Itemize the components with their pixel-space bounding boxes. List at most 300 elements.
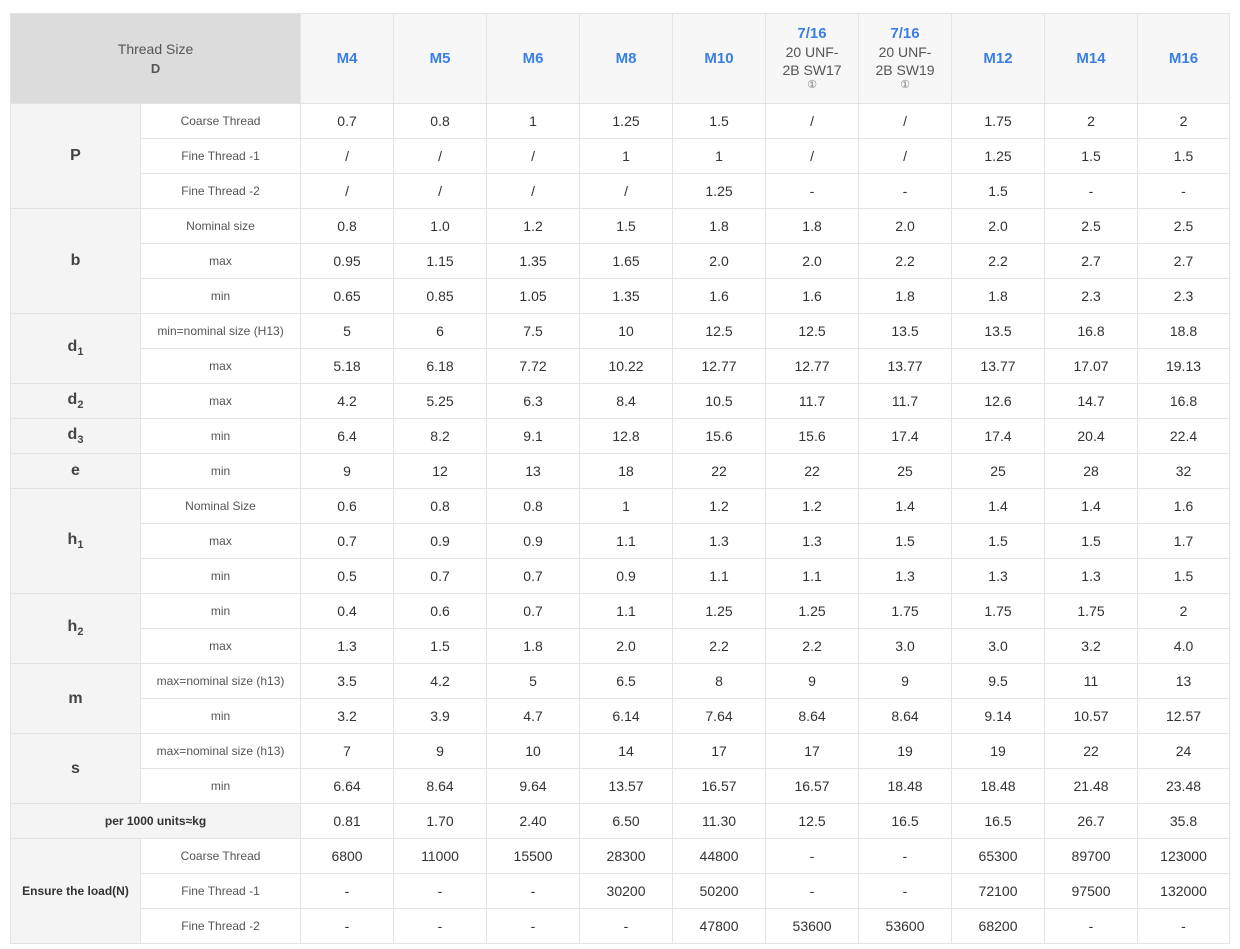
table-row [11, 594, 1230, 629]
value-cell: 1.1 [580, 594, 673, 629]
value-cell: 17.4 [859, 419, 952, 454]
table-row [11, 349, 1230, 384]
value-cell: 6.5 [580, 664, 673, 699]
value-cell: 13.5 [859, 314, 952, 349]
value-cell: 0.8 [394, 489, 487, 524]
value-cell: / [859, 139, 952, 174]
value-cell: - [394, 874, 487, 909]
table-row [11, 314, 1230, 349]
value-cell: 1.1 [766, 559, 859, 594]
table-row [11, 769, 1230, 804]
value-cell: 25 [952, 454, 1045, 489]
value-cell: 1.5 [580, 209, 673, 244]
value-cell: / [766, 104, 859, 139]
value-cell: 4.0 [1138, 629, 1230, 664]
parameter-label [11, 454, 141, 489]
value-cell: 1.6 [766, 279, 859, 314]
value-cell: 18.48 [952, 769, 1045, 804]
value-cell: 9 [766, 664, 859, 699]
value-cell: 30200 [580, 874, 673, 909]
value-cell: 18.8 [1138, 314, 1230, 349]
value-cell: 1.5 [394, 629, 487, 664]
value-cell: 2.3 [1045, 279, 1138, 314]
value-cell: 1.4 [952, 489, 1045, 524]
value-cell: 1.35 [580, 279, 673, 314]
value-cell: 18 [580, 454, 673, 489]
value-cell: 8.64 [766, 699, 859, 734]
value-cell: 2.2 [673, 629, 766, 664]
value-cell: - [766, 874, 859, 909]
value-cell: 1.5 [673, 104, 766, 139]
value-cell: 9.1 [487, 419, 580, 454]
value-cell: 16.57 [673, 769, 766, 804]
table-row [11, 244, 1230, 279]
value-cell: 3.0 [859, 629, 952, 664]
row-label: min [141, 559, 301, 594]
value-cell: 0.9 [580, 559, 673, 594]
value-cell: 1.2 [766, 489, 859, 524]
column-header-line1: M5 [429, 49, 451, 67]
value-cell: 17.07 [1045, 349, 1138, 384]
value-cell: 1.3 [859, 559, 952, 594]
value-cell: 44800 [673, 839, 766, 874]
value-cell: 1 [487, 104, 580, 139]
table-row [11, 419, 1230, 454]
row-label: Fine Thread -2 [141, 909, 301, 944]
value-cell: 1.5 [952, 524, 1045, 559]
table-row [11, 629, 1230, 664]
value-cell: 0.8 [301, 209, 394, 244]
value-cell: 1.70 [394, 804, 487, 839]
value-cell: 1.5 [952, 174, 1045, 209]
value-cell: 16.5 [952, 804, 1045, 839]
value-cell: 10.57 [1045, 699, 1138, 734]
value-cell: 7.72 [487, 349, 580, 384]
value-cell: 1.35 [487, 244, 580, 279]
value-cell: 21.48 [1045, 769, 1138, 804]
value-cell: 0.7 [487, 559, 580, 594]
value-cell: 2.0 [580, 629, 673, 664]
value-cell: 32 [1138, 454, 1230, 489]
value-cell: 1.0 [394, 209, 487, 244]
value-cell: / [301, 174, 394, 209]
value-cell: 20.4 [1045, 419, 1138, 454]
value-cell: 50200 [673, 874, 766, 909]
value-cell: 1.8 [673, 209, 766, 244]
value-cell: 7.64 [673, 699, 766, 734]
value-cell: 1.05 [487, 279, 580, 314]
thread-size-symbol: D [150, 60, 161, 76]
value-cell: / [394, 174, 487, 209]
value-cell: 3.5 [301, 664, 394, 699]
value-cell: 0.9 [487, 524, 580, 559]
row-label: min [141, 454, 301, 489]
parameter-label [11, 664, 141, 734]
value-cell: 1.2 [487, 209, 580, 244]
value-cell: / [487, 139, 580, 174]
column-header-line1: M8 [615, 49, 637, 67]
value-cell: 6.4 [301, 419, 394, 454]
value-cell: 0.8 [394, 104, 487, 139]
load-label: Ensure the load(N) [11, 839, 141, 944]
value-cell: 1.3 [301, 629, 394, 664]
value-cell: 19 [952, 734, 1045, 769]
column-header-line1: M16 [1168, 49, 1199, 67]
column-header-line1: M4 [336, 49, 358, 67]
value-cell: 2 [1045, 104, 1138, 139]
value-cell: 6.64 [301, 769, 394, 804]
column-header-line1: 7/16 [797, 25, 827, 42]
value-cell: 13.77 [859, 349, 952, 384]
value-cell: 18.48 [859, 769, 952, 804]
value-cell: 1.6 [673, 279, 766, 314]
value-cell: 1.75 [859, 594, 952, 629]
row-label: Fine Thread -1 [141, 139, 301, 174]
value-cell: / [580, 174, 673, 209]
value-cell: 9 [859, 664, 952, 699]
value-cell: 2.7 [1045, 244, 1138, 279]
column-header [487, 14, 580, 104]
table-row [11, 524, 1230, 559]
value-cell: 12.77 [766, 349, 859, 384]
value-cell: 8.2 [394, 419, 487, 454]
parameter-subscript: 1 [77, 346, 84, 359]
column-header-line2: 20 UNF- [878, 44, 932, 60]
value-cell: 2.5 [1045, 209, 1138, 244]
value-cell: 8.64 [394, 769, 487, 804]
value-cell: 13 [1138, 664, 1230, 699]
column-header-note: ① [900, 79, 910, 91]
value-cell: 0.81 [301, 804, 394, 839]
table-row [11, 489, 1230, 524]
value-cell: 1.25 [580, 104, 673, 139]
row-label: Fine Thread -2 [141, 174, 301, 209]
value-cell: 17.4 [952, 419, 1045, 454]
value-cell: - [766, 174, 859, 209]
value-cell: 11 [1045, 664, 1138, 699]
weight-row [11, 804, 1230, 839]
value-cell: 11000 [394, 839, 487, 874]
value-cell: 0.6 [394, 594, 487, 629]
value-cell: 1.75 [952, 104, 1045, 139]
value-cell: 12.57 [1138, 699, 1230, 734]
value-cell: 0.8 [487, 489, 580, 524]
parameter-label [11, 314, 141, 384]
value-cell: 1.1 [673, 559, 766, 594]
value-cell: 17 [673, 734, 766, 769]
value-cell: 5.25 [394, 384, 487, 419]
value-cell: 0.65 [301, 279, 394, 314]
value-cell: 15500 [487, 839, 580, 874]
row-label: max [141, 384, 301, 419]
table-row [11, 734, 1230, 769]
column-header [301, 14, 394, 104]
value-cell: 35.8 [1138, 804, 1230, 839]
value-cell: 8.64 [859, 699, 952, 734]
thread-size-header [11, 14, 301, 104]
value-cell: 2.0 [766, 244, 859, 279]
value-cell: 5.18 [301, 349, 394, 384]
weight-label: per 1000 units≈kg [11, 804, 301, 839]
value-cell: 9.14 [952, 699, 1045, 734]
value-cell: 0.9 [394, 524, 487, 559]
value-cell: 1.7 [1138, 524, 1230, 559]
value-cell: 1.6 [1138, 489, 1230, 524]
value-cell: 132000 [1138, 874, 1230, 909]
value-cell: 53600 [859, 909, 952, 944]
value-cell: 0.5 [301, 559, 394, 594]
parameter-subscript: 1 [77, 539, 84, 552]
row-label: max [141, 629, 301, 664]
value-cell: 2.2 [952, 244, 1045, 279]
table-row [11, 279, 1230, 314]
value-cell: 12 [394, 454, 487, 489]
value-cell: 5 [487, 664, 580, 699]
column-header [952, 14, 1045, 104]
value-cell: 1.4 [859, 489, 952, 524]
value-cell: 28300 [580, 839, 673, 874]
value-cell: 19.13 [1138, 349, 1230, 384]
value-cell: 28 [1045, 454, 1138, 489]
parameter-symbol: e [71, 462, 80, 479]
value-cell: - [1045, 174, 1138, 209]
value-cell: 2.2 [859, 244, 952, 279]
value-cell: 22 [766, 454, 859, 489]
row-label: min [141, 699, 301, 734]
parameter-symbol: h [67, 618, 78, 636]
value-cell: - [766, 839, 859, 874]
value-cell: 53600 [766, 909, 859, 944]
column-header [673, 14, 766, 104]
column-header [766, 14, 859, 104]
value-cell: 0.7 [301, 524, 394, 559]
value-cell: 2.5 [1138, 209, 1230, 244]
value-cell: 1.5 [1045, 524, 1138, 559]
value-cell: 16.8 [1138, 384, 1230, 419]
row-label: max=nominal size (h13) [141, 734, 301, 769]
value-cell: 8.4 [580, 384, 673, 419]
value-cell: 6 [394, 314, 487, 349]
value-cell: - [859, 874, 952, 909]
row-label: max [141, 244, 301, 279]
parameter-label [11, 209, 141, 314]
value-cell: 1.3 [952, 559, 1045, 594]
column-header-line3: 2B SW17 [782, 62, 842, 78]
value-cell: - [859, 174, 952, 209]
value-cell: 23.48 [1138, 769, 1230, 804]
table-row [11, 664, 1230, 699]
thread-spec-table [10, 13, 1230, 944]
value-cell: 1 [580, 489, 673, 524]
spec-table-container [10, 13, 1229, 944]
parameter-label [11, 489, 141, 594]
table-row [11, 454, 1230, 489]
value-cell: 22 [673, 454, 766, 489]
parameter-label [11, 104, 141, 209]
value-cell: 1.5 [1138, 139, 1230, 174]
value-cell: 12.5 [766, 804, 859, 839]
value-cell: 3.0 [952, 629, 1045, 664]
value-cell: 1.8 [487, 629, 580, 664]
column-header [580, 14, 673, 104]
value-cell: 12.6 [952, 384, 1045, 419]
value-cell: 5 [301, 314, 394, 349]
value-cell: 0.85 [394, 279, 487, 314]
value-cell: / [487, 174, 580, 209]
value-cell: 1.5 [1138, 559, 1230, 594]
value-cell: 6.3 [487, 384, 580, 419]
value-cell: 15.6 [673, 419, 766, 454]
value-cell: - [1138, 174, 1230, 209]
table-row [11, 559, 1230, 594]
value-cell: 12.5 [766, 314, 859, 349]
value-cell: 7.5 [487, 314, 580, 349]
value-cell: 4.2 [394, 664, 487, 699]
parameter-symbol: s [71, 759, 80, 777]
column-header-line1: 7/16 [890, 25, 920, 42]
value-cell: / [766, 139, 859, 174]
value-cell: 16.5 [859, 804, 952, 839]
parameter-symbol: d [67, 390, 78, 408]
value-cell: - [859, 839, 952, 874]
value-cell: 1.15 [394, 244, 487, 279]
parameter-subscript: 2 [77, 399, 84, 412]
value-cell: - [487, 909, 580, 944]
value-cell: 2.2 [766, 629, 859, 664]
value-cell: 3.9 [394, 699, 487, 734]
value-cell: 2.7 [1138, 244, 1230, 279]
value-cell: 1.75 [952, 594, 1045, 629]
column-header-note: ① [807, 79, 817, 91]
value-cell: 12.77 [673, 349, 766, 384]
row-label: min [141, 769, 301, 804]
load-row [11, 874, 1230, 909]
value-cell: 14 [580, 734, 673, 769]
value-cell: 19 [859, 734, 952, 769]
table-row [11, 209, 1230, 244]
value-cell: 24 [1138, 734, 1230, 769]
value-cell: 65300 [952, 839, 1045, 874]
row-label: max [141, 349, 301, 384]
row-label: Fine Thread -1 [141, 874, 301, 909]
thread-size-label: Thread Size [117, 40, 194, 57]
value-cell: 4.2 [301, 384, 394, 419]
value-cell: 1.8 [859, 279, 952, 314]
value-cell: 0.95 [301, 244, 394, 279]
value-cell: - [301, 909, 394, 944]
parameter-label [11, 594, 141, 664]
value-cell: 25 [859, 454, 952, 489]
value-cell: / [394, 139, 487, 174]
value-cell: 1 [580, 139, 673, 174]
value-cell: 13.57 [580, 769, 673, 804]
value-cell: 4.7 [487, 699, 580, 734]
value-cell: 26.7 [1045, 804, 1138, 839]
table-row [11, 104, 1230, 139]
value-cell: 1.3 [766, 524, 859, 559]
value-cell: 2.0 [673, 244, 766, 279]
value-cell: 72100 [952, 874, 1045, 909]
column-header-line1: M14 [1076, 49, 1106, 67]
value-cell: 9 [301, 454, 394, 489]
value-cell: 1.75 [1045, 594, 1138, 629]
value-cell: 2.40 [487, 804, 580, 839]
value-cell: 1.25 [952, 139, 1045, 174]
value-cell: 10.5 [673, 384, 766, 419]
value-cell: 10 [580, 314, 673, 349]
value-cell: 22.4 [1138, 419, 1230, 454]
value-cell: 0.7 [301, 104, 394, 139]
value-cell: 16.8 [1045, 314, 1138, 349]
value-cell: 1.5 [1045, 139, 1138, 174]
row-label: max=nominal size (h13) [141, 664, 301, 699]
value-cell: 8 [673, 664, 766, 699]
value-cell: 97500 [1045, 874, 1138, 909]
column-header [394, 14, 487, 104]
parameter-symbol: P [70, 147, 81, 164]
value-cell: 1.8 [952, 279, 1045, 314]
value-cell: 1.25 [766, 594, 859, 629]
value-cell: 2.0 [859, 209, 952, 244]
value-cell: 0.7 [394, 559, 487, 594]
table-row [11, 384, 1230, 419]
row-label: Coarse Thread [141, 104, 301, 139]
value-cell: 0.4 [301, 594, 394, 629]
value-cell: 16.57 [766, 769, 859, 804]
value-cell: 7 [301, 734, 394, 769]
value-cell: 1.1 [580, 524, 673, 559]
value-cell: 3.2 [301, 699, 394, 734]
value-cell: 68200 [952, 909, 1045, 944]
row-label: min [141, 279, 301, 314]
value-cell: 0.7 [487, 594, 580, 629]
value-cell: 1 [673, 139, 766, 174]
table-row [11, 174, 1230, 209]
value-cell: 11.7 [766, 384, 859, 419]
parameter-symbol: h [67, 530, 78, 548]
value-cell: - [487, 874, 580, 909]
parameter-symbol: d [67, 425, 78, 443]
value-cell: 6.18 [394, 349, 487, 384]
value-cell: - [1138, 909, 1230, 944]
value-cell: 3.2 [1045, 629, 1138, 664]
value-cell: 11.7 [859, 384, 952, 419]
row-label: Coarse Thread [141, 839, 301, 874]
value-cell: 2.0 [952, 209, 1045, 244]
value-cell: 9.64 [487, 769, 580, 804]
row-label: min=nominal size (H13) [141, 314, 301, 349]
load-row [11, 909, 1230, 944]
value-cell: 1.3 [1045, 559, 1138, 594]
value-cell: / [301, 139, 394, 174]
value-cell: 22 [1045, 734, 1138, 769]
value-cell: 9.5 [952, 664, 1045, 699]
value-cell: 9 [394, 734, 487, 769]
value-cell: 17 [766, 734, 859, 769]
value-cell: 13 [487, 454, 580, 489]
value-cell: - [1045, 909, 1138, 944]
value-cell: 2 [1138, 104, 1230, 139]
parameter-label [11, 419, 141, 454]
table-row [11, 139, 1230, 174]
row-label: Nominal size [141, 209, 301, 244]
value-cell: 1.25 [673, 174, 766, 209]
row-label: max [141, 524, 301, 559]
value-cell: 1.25 [673, 594, 766, 629]
value-cell: 47800 [673, 909, 766, 944]
value-cell: - [394, 909, 487, 944]
value-cell: 1.3 [673, 524, 766, 559]
